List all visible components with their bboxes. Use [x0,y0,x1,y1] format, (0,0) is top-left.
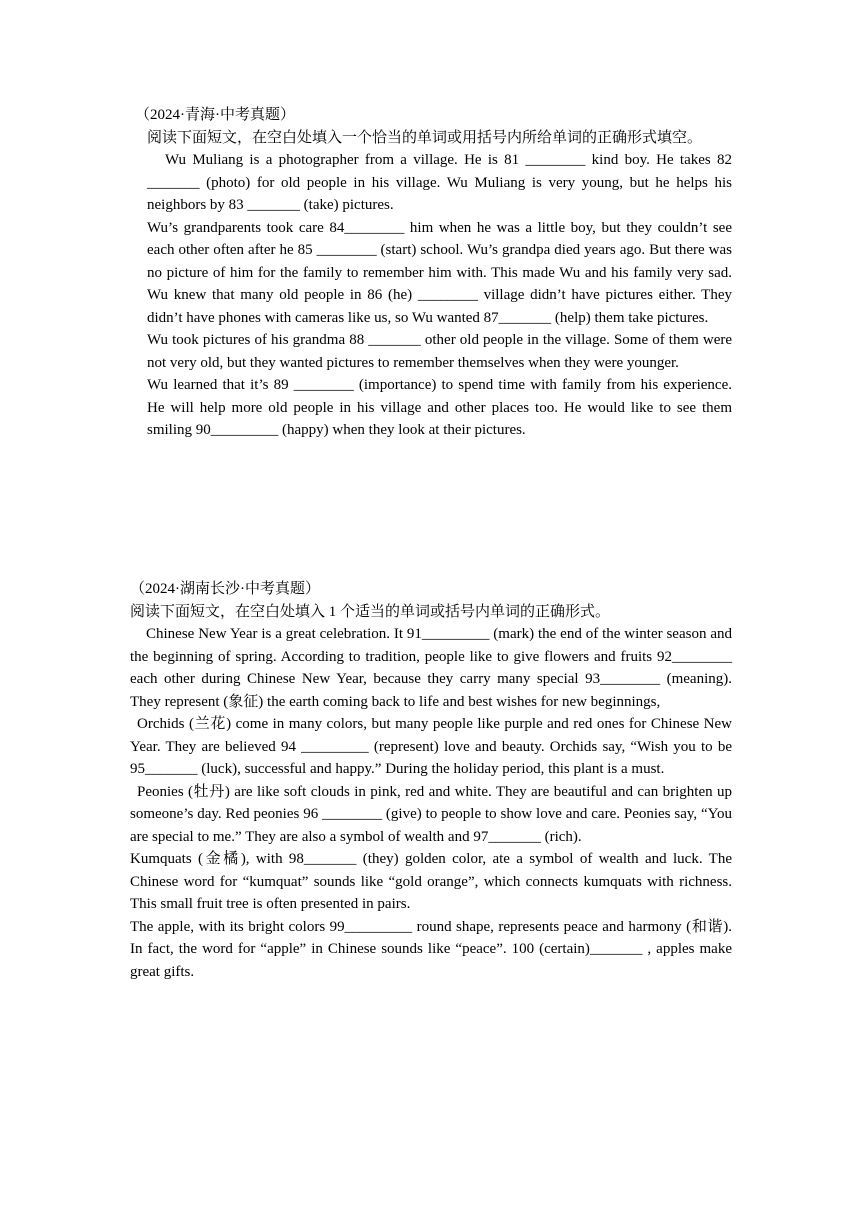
passage-paragraph: Wu Muliang is a photographer from a village. He is 81 ________ kind boy. He takes 82 _______ (photo) for old people in his village. Wu Muliang is very young, but he helps his neighbors by 83 _______ (take) pictures. [147,152,732,213]
passage-paragraph: Chinese New Year is a great celebration. It 91_________ (mark) the end of the winter season and the beginning of spring. According to tradition, people like to give flowers and fruits 92________ each other during Chinese New Year, because they carry many special 93________ (meaning). They represent (象征) the earth coming back to life and best wishes for new beginnings, [130,626,732,710]
exercise-section-qinghai [135,104,732,442]
passage-paragraph: Peonies (牡丹) are like soft clouds in pink, red and white. They are beautiful and can brighten up someone’s day. Red peonies 96 ________ (give) to people to show love and care. Peonies say, “You are special to me.” They are also a symbol of wealth and 97_______ (rich). [130,783,732,845]
passage-paragraph: Orchids (兰花) come in many colors, but many people like purple and red ones for Chinese New Year. They are believed 94 _________ (represent) love and beauty. Orchids say, “Wish you to be 95_______ (luck), successful and happy.” During the holiday period, this plant is a must. [130,716,732,777]
exercise-instruction: 阅读下面短文，在空白处填入一个恰当的单词或用括号内所给单词的正确形式填空。 [147,129,703,146]
passage-paragraph: Wu learned that it’s 89 ________ (importance) to spend time with family from his experience. He will help more old people in his village and other places too. He would like to see them smiling 90_________ (happy) when they look at their pictures. [147,377,732,438]
passage-paragraph: The apple, with its bright colors 99_________ round shape, represents peace and harmony (和谐). In fact, the word for “apple” in Chinese sounds like “peace”. 100 (certain)_______ , apples make great gifts. [130,918,732,980]
passage-paragraph: Wu took pictures of his grandma 88 _______ other old people in the village. Some of them were not very old, but they wanted pictures to remember themselves when they were younger. [147,332,732,371]
exam-source-label: （2024·湖南长沙·中考真题） [130,581,320,597]
passage-paragraph: Kumquats (金橘), with 98_______ (they) golden color, ate a symbol of wealth and luck. The Chinese word for “kumquat” sounds like “gold orange”, which connects kumquats with richness. This small fruit tree is often presented in pairs. [130,851,732,912]
exercise-instruction: 阅读下面短文，在空白处填入 1 个适当的单词或括号内单词的正确形式。 [130,603,611,620]
exercise-section-changsha [130,578,732,983]
passage-paragraph: Wu’s grandparents took care 84________ him when he was a little boy, but they couldn’t see each other often after he 85 ________ (start) school. Wu’s grandpa died years ago. But there was no picture of him for the family to remember him with. This made Wu and his family very sad. Wu knew that many old people in 86 (he) ________ village didn’t have pictures either. They didn’t have phones with cameras like us, so Wu wanted 87_______ (help) them take pictures. [147,219,732,326]
exam-source-label: （2024·青海·中考真题） [135,107,295,123]
